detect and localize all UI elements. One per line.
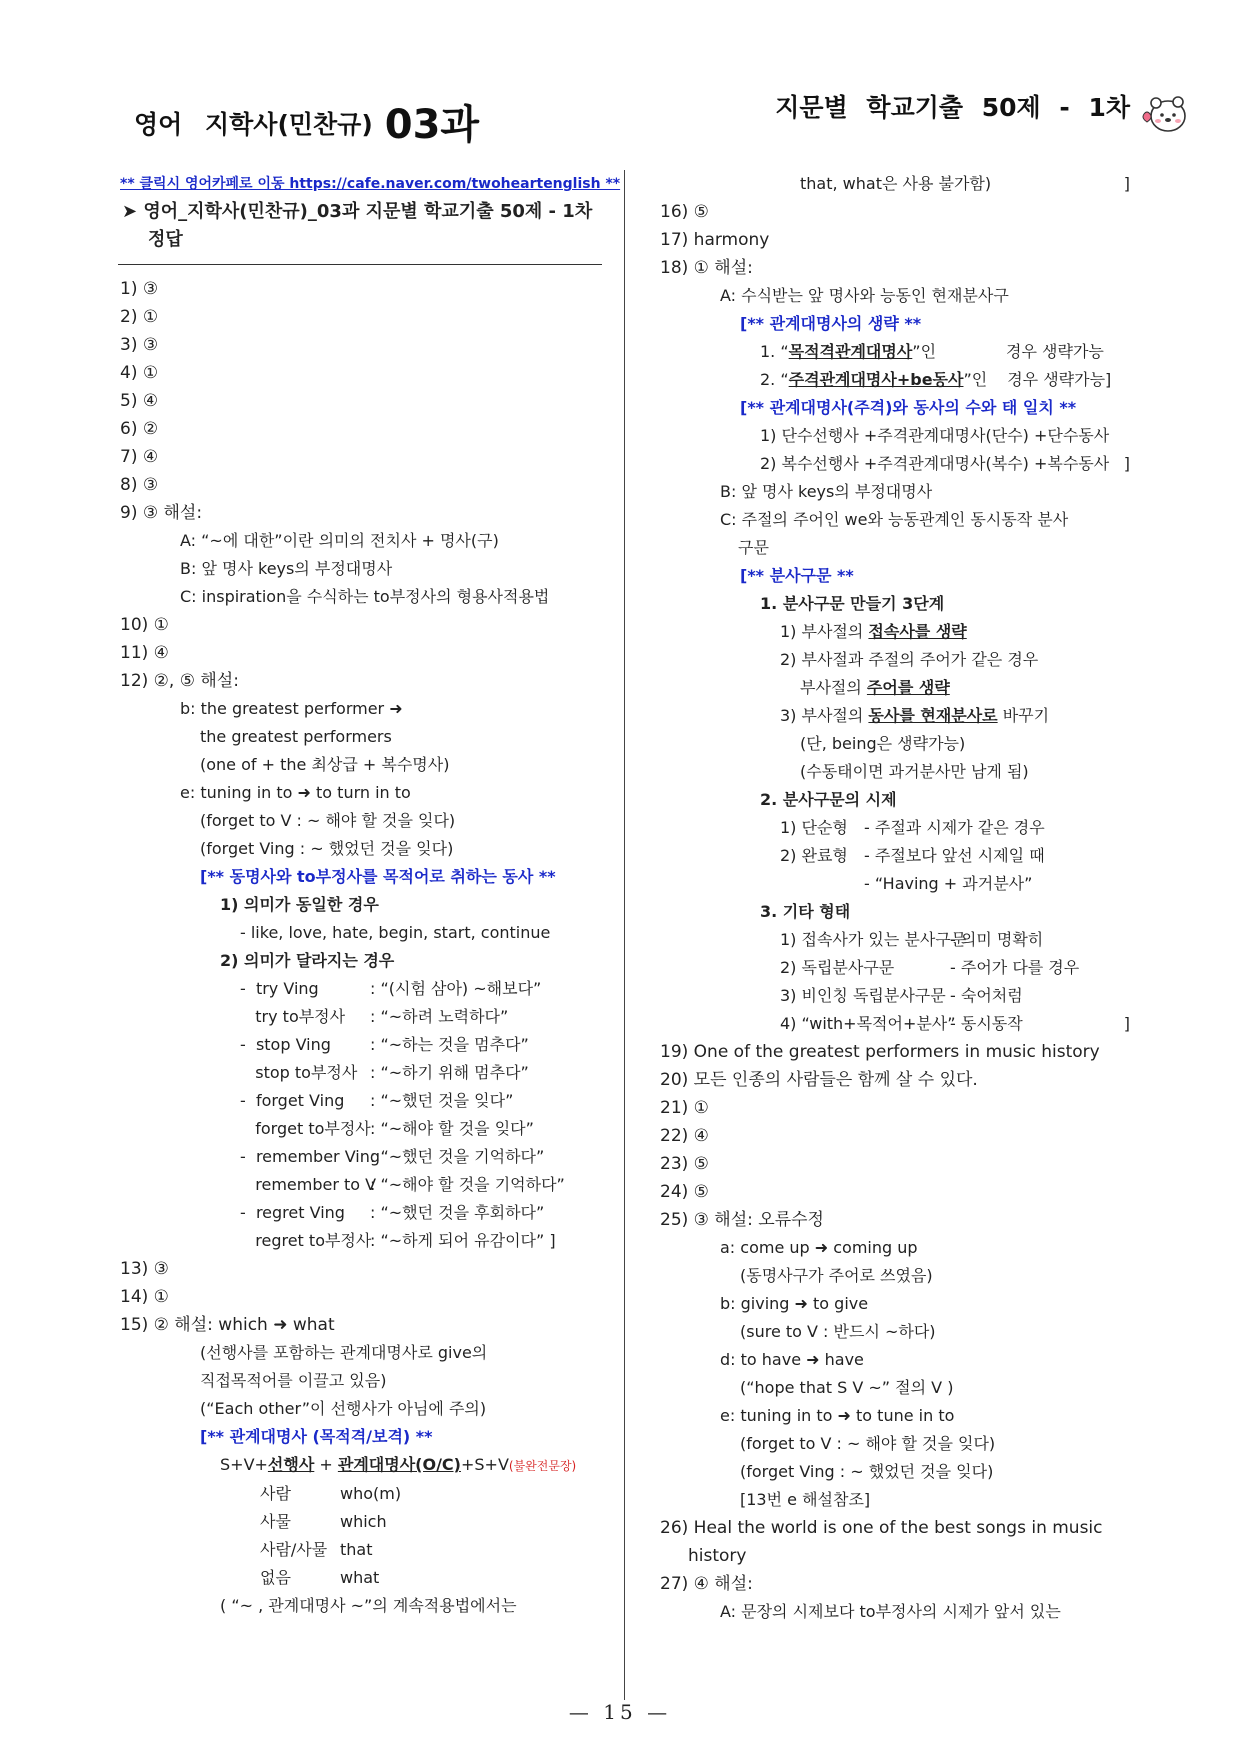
table-row [120,1199,600,1227]
verb-meaning-table [120,975,600,1255]
participle-step-3-note2: (수동태이면 과거분사만 남게 됨) [800,762,1029,781]
row-term: remember to V [240,1175,377,1194]
answer-25-e-note1: (forget to V : ~ 해야 할 것을 잊다) [740,1434,996,1453]
answer-9-b: B: 앞 명사 keys의 부정대명사 [180,559,393,578]
relative-formula: S+V+선행사 + 관계대명사(O/C)+S+V(불완전문장) [220,1455,577,1474]
answer-23: 23) ⑤ [660,1154,709,1174]
row-meaning: : “~했던 것을 잊다” [370,1091,514,1110]
row-meaning: : “~해야 할 것을 잊다” [370,1119,534,1138]
table-row [120,1171,600,1199]
answer-26: 26) Heal the world is one of the best songs in music [660,1518,1103,1538]
header-title: 영어 지학사(민찬규) [134,110,373,139]
bracket-close: ] [1123,1014,1130,1033]
answer-25-e: e: tuning in to ➜ to tune in to [720,1406,955,1425]
answer-4: 4) ① [120,363,159,383]
answer-12: 12) ②, ⑤ 해설: [120,671,239,691]
participle-other-title: 3. 기타 형태 [760,902,851,921]
section-subtitle: 정답 [148,229,183,250]
table-row [120,1003,600,1031]
participle-tense-2: 2) 완료형 - 주절보다 앞선 시제일 때 [780,846,1045,865]
answer-3: 3) ③ [120,335,159,355]
participle-step-title: 1. 분사구문 만들기 3단계 [760,594,945,613]
answer-25-b-note: (sure to V : 반드시 ~하다) [740,1322,936,1341]
row-term: - regret Ving [240,1203,345,1222]
row-meaning: : “~하는 것을 멈추다” [370,1035,529,1054]
answer-9-c: C: inspiration을 수식하는 to부정사의 형용사적용법 [180,587,550,606]
row-term: 1) 접속사가 있는 분사구문 [780,930,967,949]
answer-15-note3: (“Each other”이 선행사가 아님에 주의) [200,1399,487,1418]
answer-6: 6) ② [120,419,159,439]
participle-step-3: 3) 부사절의 동사를 현재분사로 바꾸기 [780,706,1050,725]
participle-tense-title: 2. 분사구문의 시제 [760,790,897,809]
participle-other-table [660,926,1130,1038]
answer-25-d-note: (“hope that S V ~” 절의 V ) [740,1378,954,1397]
grammar-box-sub1: 1) 의미가 동일한 경우 [220,895,379,914]
answer-18-c-cont: 구문 [738,538,769,557]
answer-10: 10) ① [120,615,169,635]
answer-22: 22) ④ [660,1126,709,1146]
answer-2: 2) ① [120,307,159,327]
row-meaning: : “(시험 삼아) ~해보다” [370,979,542,998]
grammar-box-sub2: 2) 의미가 달라지는 경우 [220,951,395,970]
row-term: regret to부정사 [240,1231,372,1250]
left-column [120,170,621,1620]
lesson-number: 03과 [384,102,480,148]
answer-27: 27) ④ 해설: [660,1574,753,1594]
row-term: try to부정사 [240,1007,346,1026]
answer-27-a: A: 문장의 시제보다 to부정사의 시제가 앞서 있는 [720,1602,1061,1621]
answer-5: 5) ④ [120,391,159,411]
answer-14: 14) ① [120,1287,169,1307]
answer-25-b: b: giving ➜ to give [720,1294,869,1313]
page-number: — 15 — [568,1700,672,1724]
cafe-link[interactable]: ** 클릭시 영어카페로 이동 https://cafe.naver.com/twoheartenglish ** [120,176,621,192]
participle-tense-2-note: - “Having + 과거분사” [864,874,1033,893]
row-meaning: : “~했던 것을 기억하다” [370,1147,545,1166]
continued-note: that, what은 사용 불가함) ] [800,174,1130,193]
answer-15-note2: 직접목적어를 이끌고 있음) [200,1371,387,1390]
participle-step-3-note1: (단, being은 생략가능) [800,734,966,753]
title-rule [118,264,602,265]
answer-25-a: a: come up ➜ coming up [720,1238,918,1257]
answer-21: 21) ① [660,1098,709,1118]
row-term: 없음 [260,1568,291,1587]
table-row [120,1227,600,1255]
row-term: 3) 비인칭 독립분사구문 [780,986,946,1005]
answer-12-b-fix: the greatest performers [200,727,392,746]
answer-1: 1) ③ [120,279,159,299]
header-left [134,88,480,148]
answer-18-a: A: 수식받는 앞 명사와 능동인 현재분사구 [720,286,1009,305]
row-term: stop to부정사 [240,1063,358,1082]
answer-20: 20) 모든 인종의 사람들은 함께 살 수 있다. [660,1070,978,1090]
answer-13: 13) ③ [120,1259,169,1279]
table-row [120,1564,600,1592]
agreement-rule-1: 1) 단수선행사 +주격관계대명사(단수) +단수동사 [760,426,1110,445]
answer-12-b-note: (one of + the 최상급 + 복수명사) [200,755,450,774]
row-meaning: that [340,1540,373,1559]
answer-16: 16) ⑤ [660,202,709,222]
agreement-rule-2: 2) 복수선행사 +주격관계대명사(복수) +복수동사 ] [760,454,1130,473]
table-row [120,1143,600,1171]
answer-25-a-note: (동명사구가 주어로 쓰였음) [740,1266,933,1285]
table-row [120,1115,600,1143]
row-term: - try Ving [240,979,319,998]
row-term: - remember Ving [240,1147,381,1166]
answer-25-e-note3: [13번 e 해설참조] [740,1490,871,1509]
answer-25-d: d: to have ➜ have [720,1350,864,1369]
table-row [660,1010,1130,1038]
table-row [120,1508,600,1536]
row-meaning: who(m) [340,1484,402,1503]
row-meaning: - 주어가 다를 경우 [950,958,1080,977]
omission-rule-1: 1. “목적격관계대명사”인 경우 생략가능 [760,342,1104,361]
row-meaning: : “~해야 할 것을 기억하다” [370,1175,565,1194]
right-column [660,170,1130,1626]
omission-box-title: [** 관계대명사의 생략 ** [740,314,922,333]
row-meaning: : “~하기 위해 멈추다” [370,1063,529,1082]
participle-step-2: 2) 부사절과 주절의 주어가 같은 경우 [780,650,1039,669]
row-term: 사물 [260,1512,291,1531]
row-term: forget to부정사 [240,1119,371,1138]
answer-18-c: C: 주절의 주어인 we와 능동관계인 동시동작 분사 [720,510,1069,529]
agreement-box-title: [** 관계대명사(주격)와 동사의 수와 태 일치 ** [740,398,1077,417]
answer-17: 17) harmony [660,230,770,250]
row-meaning: which [340,1512,387,1531]
participle-tense-1: 1) 단순형 - 주절과 시제가 같은 경우 [780,818,1045,837]
answer-12-b: b: the greatest performer ➜ [180,699,403,718]
participle-step-2-cont: 부사절의 주어를 생략 [800,678,950,697]
answer-24: 24) ⑤ [660,1182,709,1202]
answer-12-e: e: tuning in to ➜ to turn in to [180,783,411,802]
table-row [660,926,1130,954]
answer-18-b: B: 앞 명사 keys의 부정대명사 [720,482,933,501]
answer-15: 15) ② 해설: which ➜ what [120,1315,335,1335]
answer-18: 18) ① 해설: [660,258,753,278]
row-meaning: what [340,1568,380,1587]
answer-12-e-note1: (forget to V : ~ 해야 할 것을 잊다) [200,811,456,830]
answer-12-e-note2: (forget Ving : ~ 했었던 것을 잊다) [200,839,454,858]
row-term: - forget Ving [240,1091,345,1110]
answer-8: 8) ③ [120,475,159,495]
answer-15-note1: (선행사를 포함하는 관계대명사로 give의 [200,1343,488,1362]
answer-9-a: A: “~에 대한”이란 의미의 전치사 + 명사(구) [180,531,499,550]
row-meaning: - 의미 명확히 [950,930,1044,949]
answer-25-e-note2: (forget Ving : ~ 했었던 것을 잊다) [740,1462,994,1481]
table-row [120,1536,600,1564]
column-divider [624,170,625,1700]
row-term: 사람/사물 [260,1540,328,1559]
section-title: ➤ 영어_지학사(민찬규)_03과 지문별 학교기출 50제 - 1차 [122,201,593,222]
participle-box-title: [** 분사구문 ** [740,566,854,585]
grammar-box-title: [** 동명사와 to부정사를 목적어로 취하는 동사 ** [200,867,556,886]
row-term: 2) 독립분사구문 [780,958,895,977]
answer-9: 9) ③ 해설: [120,503,203,523]
answer-11: 11) ④ [120,643,169,663]
answer-19: 19) One of the greatest performers in music history [660,1042,1100,1062]
relative-table [120,1480,600,1592]
row-meaning: : “~하려 노력하다” [370,1007,509,1026]
row-meaning: - 동시동작 [950,1014,1023,1033]
table-row [120,1087,600,1115]
omission-rule-2: 2. “주격관계대명사+be동사”인 경우 생략가능] [760,370,1112,389]
relative-box-title: [** 관계대명사 (목적격/보격) ** [200,1427,433,1446]
grammar-box-sub1-list: - like, love, hate, begin, start, continue [240,923,551,942]
relative-note: ( “~ , 관계대명사 ~”의 계속적용법에서는 [220,1596,517,1615]
table-row [120,975,600,1003]
table-row [120,1480,600,1508]
row-term: 사람 [260,1484,291,1503]
row-term: 4) “with+목적어+분사” [780,1014,956,1033]
table-row [660,982,1130,1010]
participle-step-1: 1) 부사절의 접속사를 생략 [780,622,967,641]
row-meaning: : “~했던 것을 후회하다” [370,1203,545,1222]
answer-25: 25) ③ 해설: 오류수정 [660,1210,824,1230]
bear-mascot-icon [1140,88,1190,138]
answer-26-cont: history [688,1546,747,1566]
row-meaning: : “~하게 되어 유감이다” ] [370,1231,556,1250]
row-term: - stop Ving [240,1035,331,1054]
header-right: 지문별 학교기출 50제 - 1차 [775,93,1130,122]
row-meaning: - 숙어처럼 [950,986,1023,1005]
table-row [660,954,1130,982]
answer-7: 7) ④ [120,447,159,467]
table-row [120,1031,600,1059]
table-row [120,1059,600,1087]
